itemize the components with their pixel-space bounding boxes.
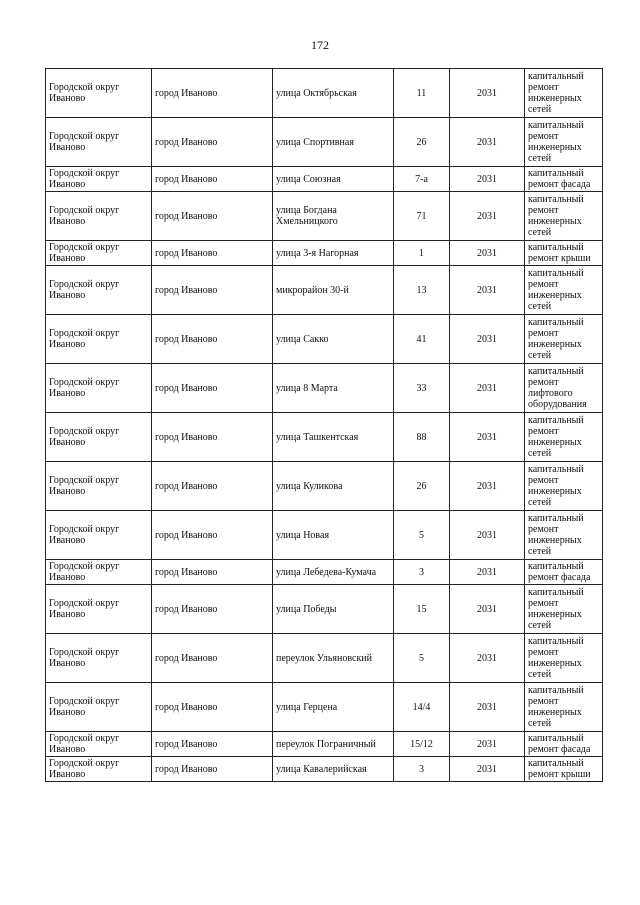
house-number-cell: 11 <box>394 69 450 118</box>
house-number-cell: 7-а <box>394 167 450 192</box>
city-cell: город Иваново <box>152 560 273 585</box>
year-cell: 2031 <box>450 266 525 315</box>
city-cell: город Иваново <box>152 266 273 315</box>
city-cell: город Иваново <box>152 364 273 413</box>
table-row <box>46 364 603 413</box>
okrug-cell: Городской округ Иваново <box>46 757 152 782</box>
street-cell: улица Герцена <box>273 683 394 732</box>
house-number-cell: 3 <box>394 757 450 782</box>
table-row <box>46 69 603 118</box>
house-number-cell: 15 <box>394 585 450 634</box>
street-cell: переулок Пограничный <box>273 732 394 757</box>
city-cell: город Иваново <box>152 511 273 560</box>
city-cell: город Иваново <box>152 167 273 192</box>
okrug-cell: Городской округ Иваново <box>46 462 152 511</box>
city-cell: город Иваново <box>152 462 273 511</box>
work-type-cell: капитальный ремонт инженерных сетей <box>525 413 603 462</box>
year-cell: 2031 <box>450 732 525 757</box>
year-cell: 2031 <box>450 462 525 511</box>
table-row <box>46 757 603 782</box>
house-number-cell: 88 <box>394 413 450 462</box>
page-number: 172 <box>311 38 329 52</box>
year-cell: 2031 <box>450 757 525 782</box>
street-cell: улица Лебедева-Кумача <box>273 560 394 585</box>
table-body <box>46 69 603 782</box>
city-cell: город Иваново <box>152 192 273 241</box>
table-row <box>46 683 603 732</box>
house-number-cell: 15/12 <box>394 732 450 757</box>
street-cell: улица Союзная <box>273 167 394 192</box>
work-type-cell: капитальный ремонт инженерных сетей <box>525 585 603 634</box>
okrug-cell: Городской округ Иваново <box>46 683 152 732</box>
repair-schedule-table <box>45 68 603 782</box>
street-cell: улица Куликова <box>273 462 394 511</box>
table-row <box>46 634 603 683</box>
street-cell: переулок Ульяновский <box>273 634 394 683</box>
table-row <box>46 167 603 192</box>
street-cell: улица 8 Марта <box>273 364 394 413</box>
work-type-cell: капитальный ремонт инженерных сетей <box>525 683 603 732</box>
house-number-cell: 26 <box>394 462 450 511</box>
year-cell: 2031 <box>450 167 525 192</box>
year-cell: 2031 <box>450 511 525 560</box>
work-type-cell: капитальный ремонт крыши <box>525 241 603 266</box>
okrug-cell: Городской округ Иваново <box>46 413 152 462</box>
year-cell: 2031 <box>450 118 525 167</box>
table-row <box>46 118 603 167</box>
okrug-cell: Городской округ Иваново <box>46 315 152 364</box>
okrug-cell: Городской округ Иваново <box>46 364 152 413</box>
city-cell: город Иваново <box>152 315 273 364</box>
year-cell: 2031 <box>450 560 525 585</box>
work-type-cell: капитальный ремонт фасада <box>525 167 603 192</box>
table-row <box>46 585 603 634</box>
street-cell: улица 3-я Нагорная <box>273 241 394 266</box>
street-cell: улица Ташкентская <box>273 413 394 462</box>
work-type-cell: капитальный ремонт инженерных сетей <box>525 634 603 683</box>
house-number-cell: 41 <box>394 315 450 364</box>
street-cell: улица Кавалерийская <box>273 757 394 782</box>
okrug-cell: Городской округ Иваново <box>46 69 152 118</box>
year-cell: 2031 <box>450 364 525 413</box>
city-cell: город Иваново <box>152 69 273 118</box>
work-type-cell: капитальный ремонт фасада <box>525 560 603 585</box>
house-number-cell: 5 <box>394 634 450 683</box>
year-cell: 2031 <box>450 634 525 683</box>
year-cell: 2031 <box>450 241 525 266</box>
table-row <box>46 192 603 241</box>
year-cell: 2031 <box>450 69 525 118</box>
table-row <box>46 413 603 462</box>
work-type-cell: капитальный ремонт крыши <box>525 757 603 782</box>
okrug-cell: Городской округ Иваново <box>46 118 152 167</box>
work-type-cell: капитальный ремонт инженерных сетей <box>525 69 603 118</box>
work-type-cell: капитальный ремонт инженерных сетей <box>525 118 603 167</box>
okrug-cell: Городской округ Иваново <box>46 511 152 560</box>
work-type-cell: капитальный ремонт лифтового оборудования <box>525 364 603 413</box>
city-cell: город Иваново <box>152 732 273 757</box>
work-type-cell: капитальный ремонт инженерных сетей <box>525 266 603 315</box>
street-cell: улица Сакко <box>273 315 394 364</box>
okrug-cell: Городской округ Иваново <box>46 167 152 192</box>
work-type-cell: капитальный ремонт инженерных сетей <box>525 315 603 364</box>
city-cell: город Иваново <box>152 241 273 266</box>
street-cell: микрорайон 30-й <box>273 266 394 315</box>
table-row <box>46 315 603 364</box>
year-cell: 2031 <box>450 683 525 732</box>
street-cell: улица Новая <box>273 511 394 560</box>
okrug-cell: Городской округ Иваново <box>46 266 152 315</box>
city-cell: город Иваново <box>152 634 273 683</box>
city-cell: город Иваново <box>152 585 273 634</box>
year-cell: 2031 <box>450 192 525 241</box>
okrug-cell: Городской округ Иваново <box>46 241 152 266</box>
work-type-cell: капитальный ремонт фасада <box>525 732 603 757</box>
okrug-cell: Городской округ Иваново <box>46 585 152 634</box>
street-cell: улица Победы <box>273 585 394 634</box>
okrug-cell: Городской округ Иваново <box>46 634 152 683</box>
work-type-cell: капитальный ремонт инженерных сетей <box>525 192 603 241</box>
house-number-cell: 33 <box>394 364 450 413</box>
city-cell: город Иваново <box>152 757 273 782</box>
street-cell: улица Спортивная <box>273 118 394 167</box>
house-number-cell: 5 <box>394 511 450 560</box>
street-cell: улица Богдана Хмельницкого <box>273 192 394 241</box>
year-cell: 2031 <box>450 315 525 364</box>
okrug-cell: Городской округ Иваново <box>46 560 152 585</box>
table-row <box>46 511 603 560</box>
city-cell: город Иваново <box>152 683 273 732</box>
house-number-cell: 26 <box>394 118 450 167</box>
house-number-cell: 71 <box>394 192 450 241</box>
table-row <box>46 732 603 757</box>
city-cell: город Иваново <box>152 118 273 167</box>
city-cell: город Иваново <box>152 413 273 462</box>
work-type-cell: капитальный ремонт инженерных сетей <box>525 462 603 511</box>
table-row <box>46 241 603 266</box>
house-number-cell: 1 <box>394 241 450 266</box>
street-cell: улица Октябрьская <box>273 69 394 118</box>
house-number-cell: 13 <box>394 266 450 315</box>
okrug-cell: Городской округ Иваново <box>46 732 152 757</box>
work-type-cell: капитальный ремонт инженерных сетей <box>525 511 603 560</box>
house-number-cell: 3 <box>394 560 450 585</box>
year-cell: 2031 <box>450 413 525 462</box>
okrug-cell: Городской округ Иваново <box>46 192 152 241</box>
year-cell: 2031 <box>450 585 525 634</box>
table-row <box>46 266 603 315</box>
table-row <box>46 560 603 585</box>
table-row <box>46 462 603 511</box>
house-number-cell: 14/4 <box>394 683 450 732</box>
